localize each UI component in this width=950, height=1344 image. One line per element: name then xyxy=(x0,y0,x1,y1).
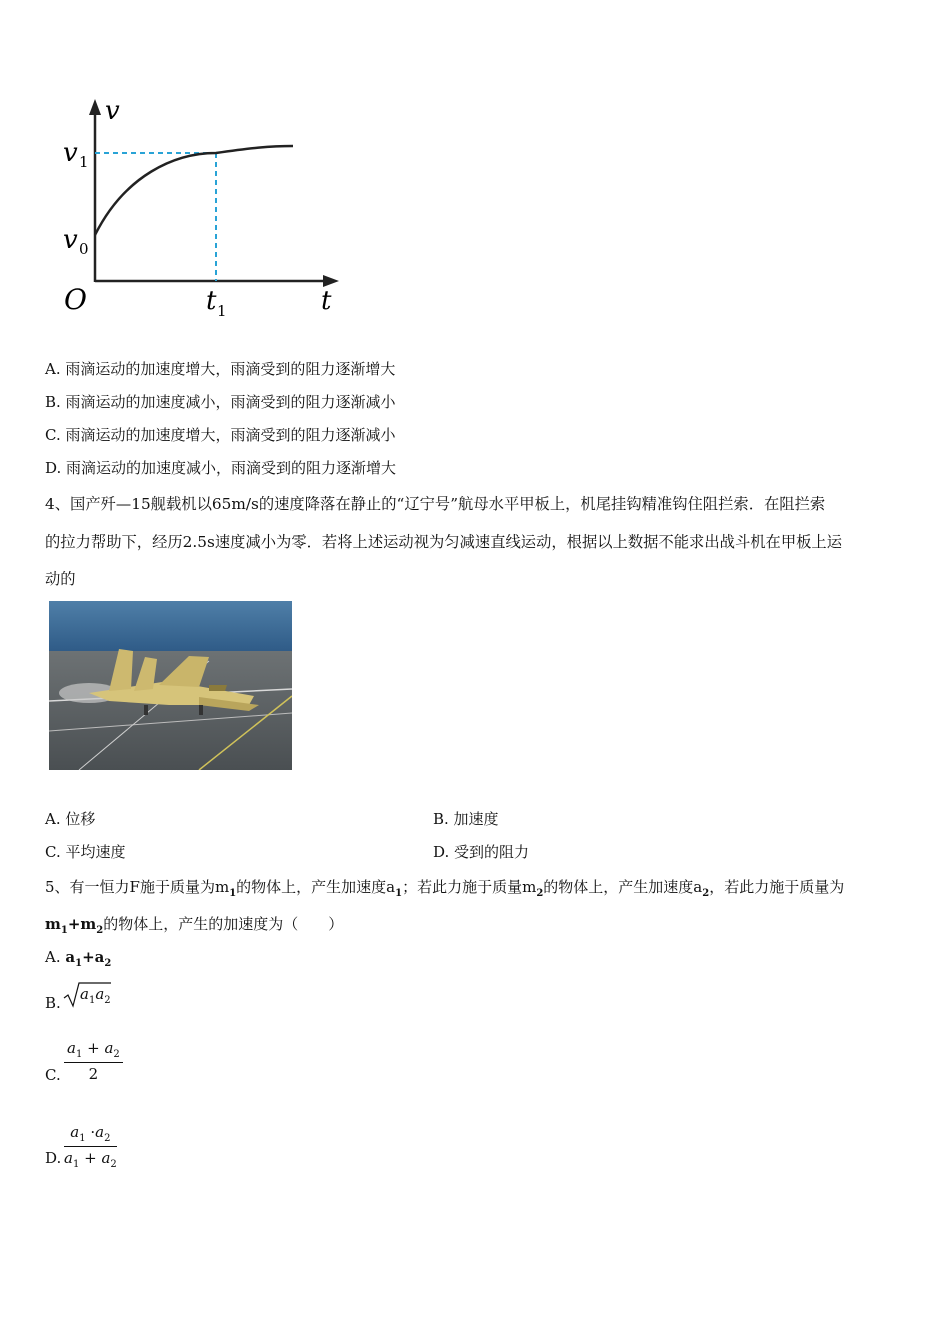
q5-option-d-numerator xyxy=(64,1123,117,1147)
q4-option-c: C. 平均速度 xyxy=(45,843,126,861)
q5-option-b-a1: a xyxy=(80,985,89,1003)
q5-option-a-sub2: 2 xyxy=(104,958,112,969)
q5-d-den-a2: a xyxy=(101,1149,111,1167)
q5-text-1b: 的物体上，产生加速度a xyxy=(236,878,396,896)
t1-label: t xyxy=(206,286,217,316)
q5-option-c-frac xyxy=(64,1039,123,1083)
q5-d-den-plus: + xyxy=(84,1149,97,1167)
q5-line-1 xyxy=(45,876,844,899)
q5-option-a-prefix: A. xyxy=(45,948,66,966)
x-axis-label: t xyxy=(321,286,332,316)
q5-text-2b: +m xyxy=(67,915,97,933)
q5-option-d-frac xyxy=(64,1123,117,1170)
y-axis-arrow xyxy=(89,99,101,115)
q5-d-sub1: 1 xyxy=(79,1133,86,1144)
q5-option-b-sub1: 1 xyxy=(88,995,96,1006)
q5-text-2c: 的物体上，产生的加速度为（ ） xyxy=(103,915,344,933)
y-axis-label: v xyxy=(105,96,120,126)
q5-option-c-denominator: 2 xyxy=(88,1065,99,1083)
q5-option-b-prefix: B. xyxy=(45,994,61,1012)
q5-c-a2: a xyxy=(104,1039,114,1057)
q5-text-1d: 的物体上，产生加速度a xyxy=(543,878,703,896)
q5-d-sub2: 2 xyxy=(104,1133,111,1144)
q5-c-sub1: 1 xyxy=(75,1049,83,1060)
q5-c-a1: a xyxy=(67,1039,76,1057)
q4-option-a: A. 位移 xyxy=(45,810,96,828)
q5-text-1a: 5、有一恒力F施于质量为m xyxy=(45,878,230,896)
carrier-jet-photo xyxy=(49,601,292,770)
q5-c-plus: + xyxy=(87,1039,100,1057)
v0-label: v xyxy=(63,225,78,255)
q5-option-d-denominator xyxy=(64,1147,117,1170)
t1-subscript: 1 xyxy=(217,302,227,320)
q5-option-c-prefix: C. xyxy=(45,1066,61,1084)
q3-option-c: C. 雨滴运动的加速度增大，雨滴受到的阻力逐渐减小 xyxy=(45,426,396,444)
q5-option-c-numerator xyxy=(64,1039,123,1063)
q5-d-dot: · xyxy=(90,1123,96,1141)
q3-option-d: D. 雨滴运动的加速度减小，雨滴受到的阻力逐渐增大 xyxy=(45,459,397,477)
q5-option-b-sub2: 2 xyxy=(104,995,111,1006)
origin-label: O xyxy=(64,283,87,316)
q5-d-den-sub2: 2 xyxy=(110,1159,117,1170)
q5-option-b-expr xyxy=(80,985,111,1006)
q4-line-3: 动的 xyxy=(45,570,76,588)
q5-option-a-a: a xyxy=(65,948,76,966)
q5-d-den-a1: a xyxy=(64,1149,73,1167)
q4-option-d: D. 受到的阻力 xyxy=(433,843,530,861)
q5-option-a-plus: +a xyxy=(82,948,105,966)
q5-sub-a2: 2 xyxy=(702,888,710,899)
q3-option-b: B. 雨滴运动的加速度减小，雨滴受到的阻力逐渐减小 xyxy=(45,393,396,411)
q5-d-a2: a xyxy=(95,1123,105,1141)
q5-text-2a: m xyxy=(45,915,61,933)
q4-line-2: 的拉力帮助下，经历2.5s速度减小为零．若将上述运动视为匀减速直线运动，根据以上数据不能求出战斗机在甲板上运 xyxy=(45,533,843,551)
q5-line-2 xyxy=(45,913,343,936)
q5-sub-m1: 1 xyxy=(229,888,237,899)
q5-option-c-fraction xyxy=(64,1039,123,1083)
q5-option-a xyxy=(45,947,111,974)
v1-subscript: 1 xyxy=(79,153,89,171)
q3-option-a: A. 雨滴运动的加速度增大，雨滴受到的阻力逐渐增大 xyxy=(45,360,396,378)
q5-c-sub2: 2 xyxy=(113,1049,120,1060)
v1-label: v xyxy=(63,138,78,168)
q5-sub-a1: 1 xyxy=(395,888,403,899)
q5-sub-m2: 2 xyxy=(536,888,544,899)
q5-text-1e: ，若此力施于质量为 xyxy=(709,878,845,896)
q5-sub-m2b: 2 xyxy=(96,925,104,936)
v0-subscript: 0 xyxy=(79,240,89,258)
q5-sub-m1b: 1 xyxy=(60,925,68,936)
q5-d-den-sub1: 1 xyxy=(72,1159,80,1170)
velocity-time-graph xyxy=(55,95,350,325)
q5-option-a-sub1: 1 xyxy=(75,958,83,969)
q5-option-d-fraction xyxy=(64,1123,117,1170)
q5-d-a1: a xyxy=(70,1123,80,1141)
q5-option-b-a2: a xyxy=(95,985,105,1003)
carrier-jet-illustration xyxy=(49,601,292,770)
velocity-curve xyxy=(95,146,293,235)
q5-text-1c: ；若此力施于质量m xyxy=(402,878,537,896)
q5-option-d-prefix: D. xyxy=(45,1149,62,1167)
q4-option-b: B. 加速度 xyxy=(433,810,499,828)
q4-line-1: 4、国产歼—15舰载机以65m/s的速度降落在静止的“辽宁号”航母水平甲板上，机尾挂钩精准钩住阻拦索．在阻拦索 xyxy=(45,495,826,513)
